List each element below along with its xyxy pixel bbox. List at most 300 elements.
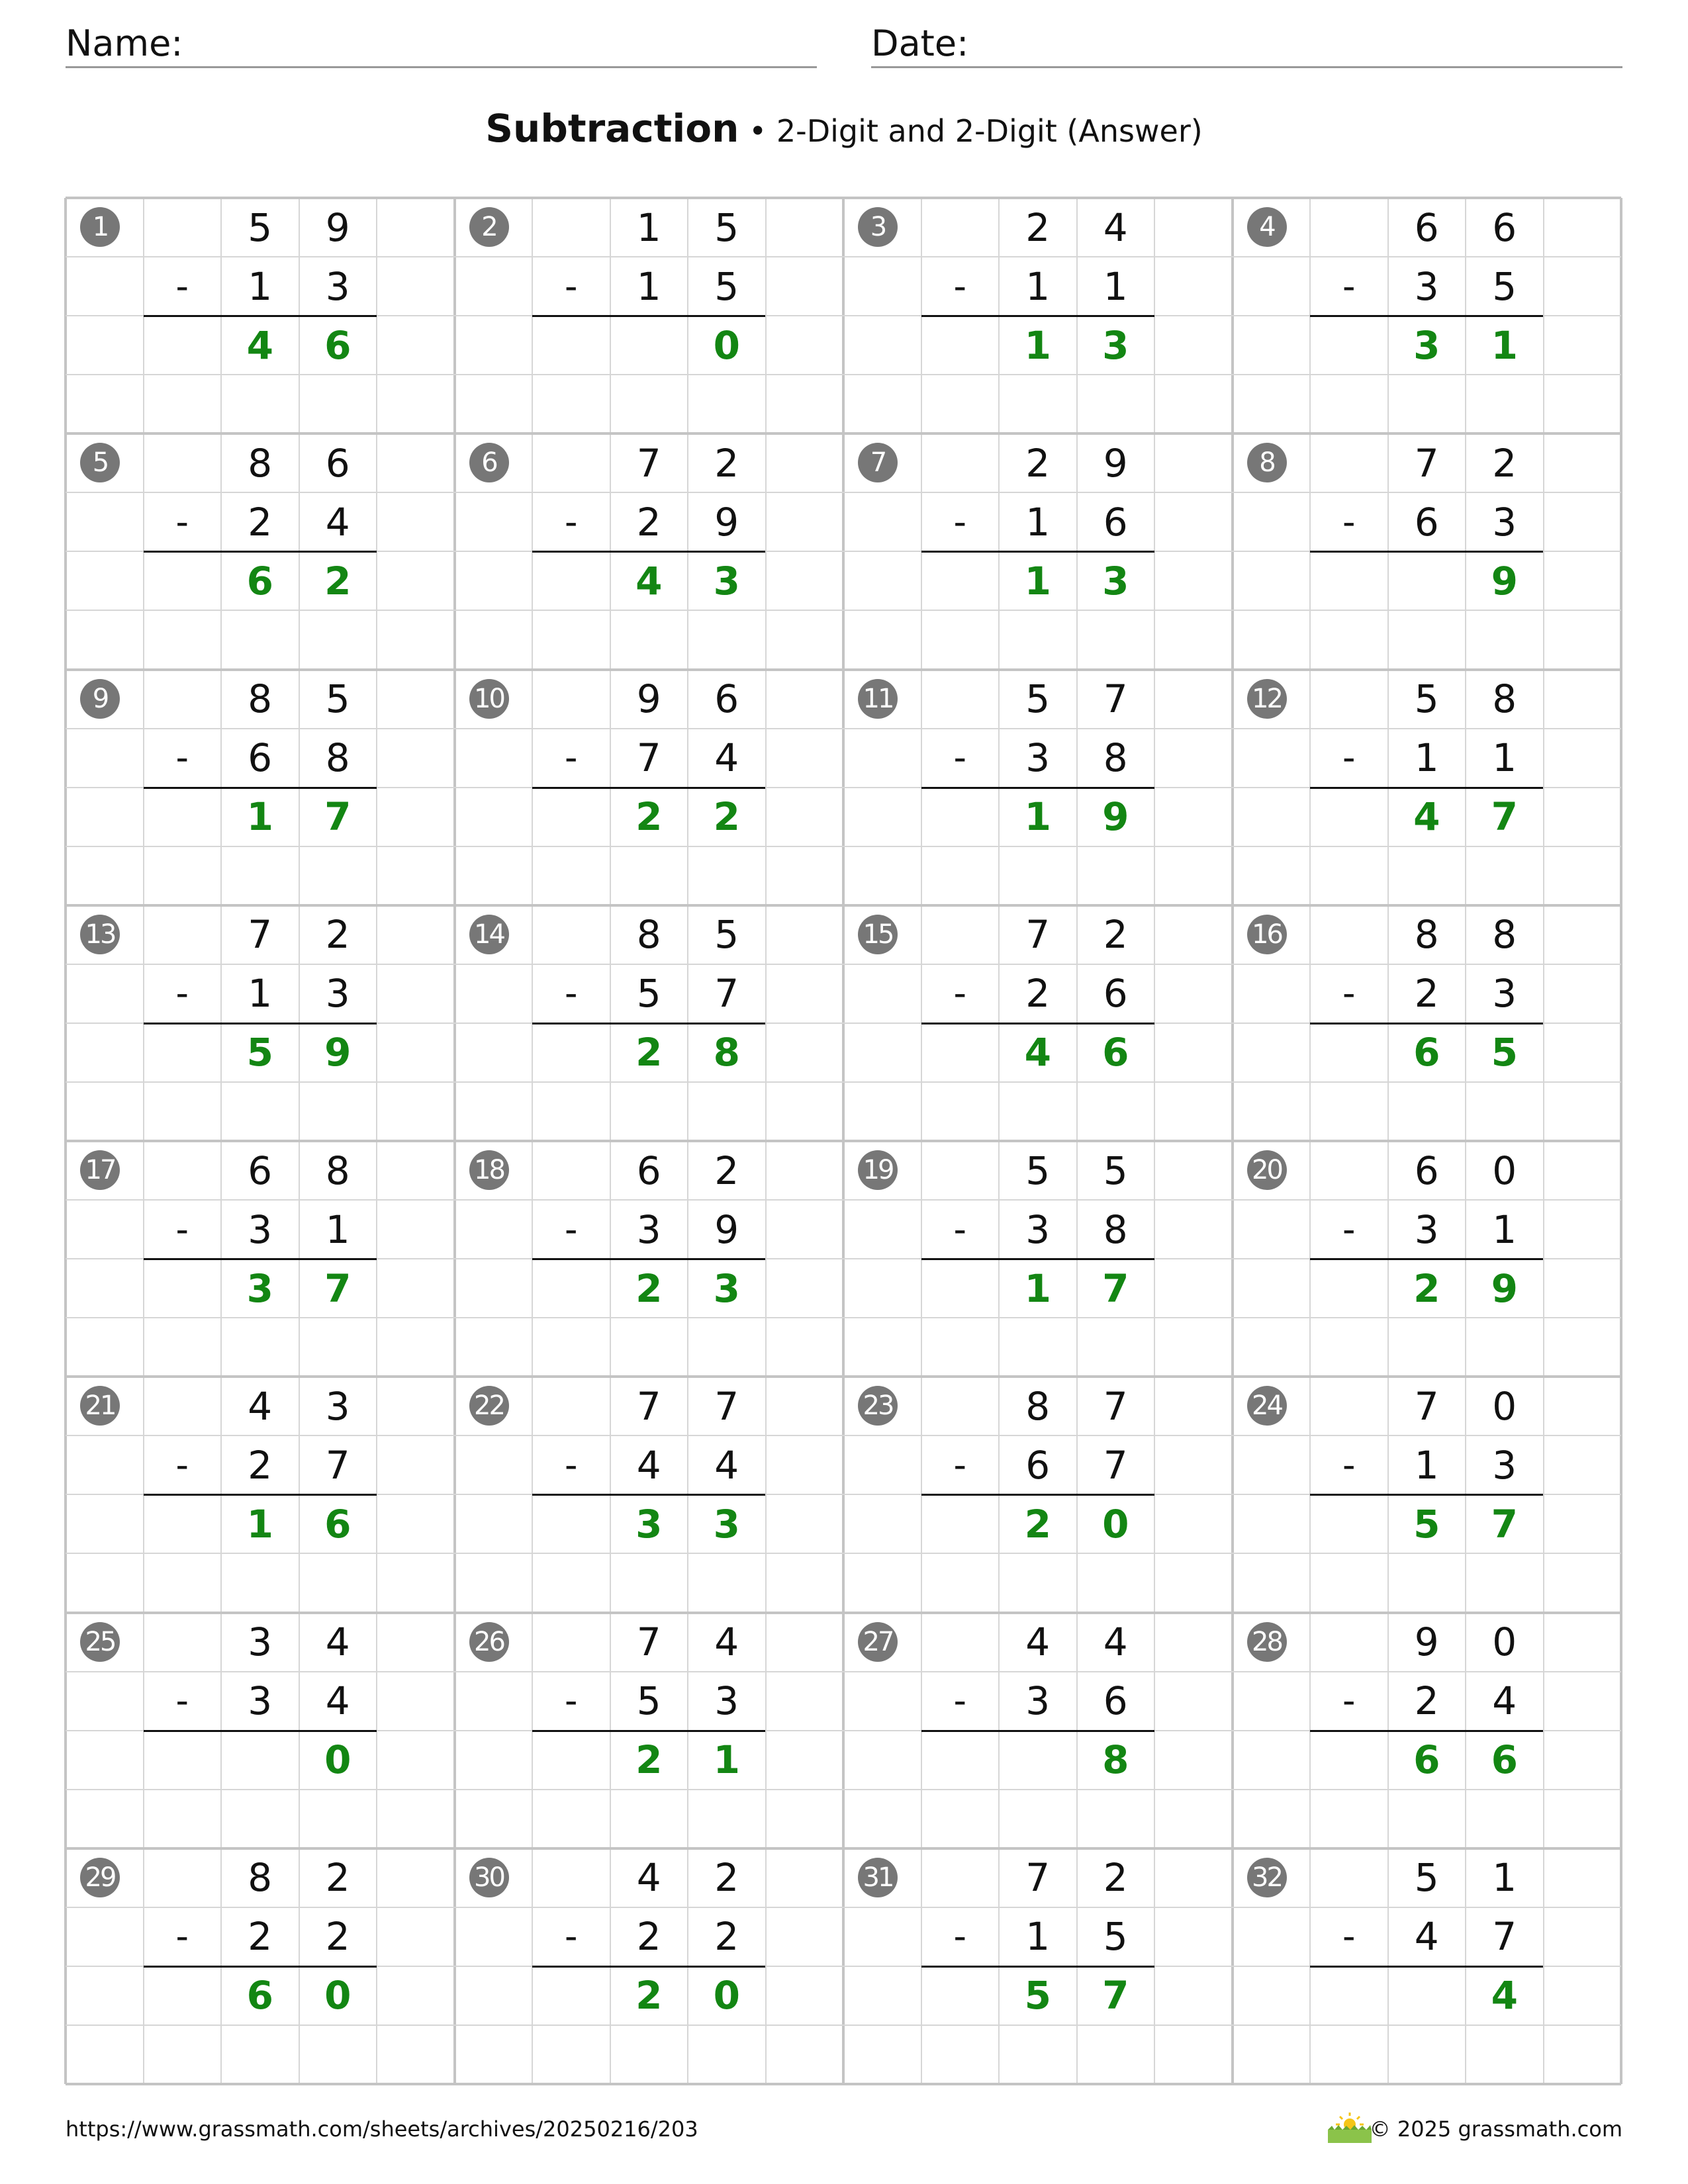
answer-digit — [221, 1731, 299, 1790]
answer-digit: 4 — [635, 558, 663, 604]
subtrahend-digit: 5 — [714, 263, 739, 309]
answer-rule-line — [532, 1966, 765, 1968]
minuend-digit: 1 — [1492, 1855, 1517, 1901]
footer-url: https://www.grassmath.com/sheets/archives/20250216/203 — [66, 2116, 698, 2142]
answer-digit: 4 — [1413, 794, 1440, 840]
subtrahend-digit: 3 — [636, 1206, 661, 1252]
problem-number-badge: 12 — [1247, 679, 1287, 719]
problem-number-badge: 19 — [858, 1150, 898, 1190]
answer-rule-line — [921, 1023, 1154, 1024]
answer-rule-line — [532, 1023, 765, 1024]
answer-digit: 3 — [1102, 322, 1129, 368]
subtrahend-digit: 4 — [636, 1442, 661, 1488]
answer-digit: 3 — [713, 558, 740, 604]
minus-sign: - — [565, 972, 578, 1015]
minuend-digit: 9 — [1414, 1619, 1439, 1664]
minuend-digit: 9 — [636, 676, 661, 721]
minus-sign: - — [175, 1208, 189, 1250]
minus-sign: - — [565, 1443, 578, 1486]
answer-digit: 9 — [1491, 558, 1518, 604]
answer-rule-line — [144, 1730, 377, 1732]
answer-digit: 2 — [635, 1737, 663, 1783]
subtrahend-digit: 6 — [1414, 499, 1439, 545]
minuend-digit: 7 — [1103, 676, 1128, 721]
subtrahend-digit: 3 — [1414, 263, 1439, 309]
answer-digit: 9 — [1491, 1265, 1518, 1311]
subtrahend-digit: 1 — [1492, 735, 1517, 781]
subtrahend-digit: 3 — [1025, 1678, 1051, 1724]
problem-number-badge: 10 — [469, 679, 509, 719]
minuend-digit: 5 — [248, 205, 273, 250]
minus-sign: - — [953, 1443, 966, 1486]
answer-digit: 3 — [713, 1501, 740, 1547]
problem-number-badge: 3 — [858, 207, 898, 247]
minus-sign: - — [1342, 1208, 1356, 1250]
answer-rule-line — [1310, 315, 1543, 317]
problem-number-badge: 31 — [858, 1858, 898, 1897]
problem-number-badge: 27 — [858, 1622, 898, 1662]
subtrahend-digit: 2 — [636, 1914, 661, 1960]
answer-digit — [1388, 551, 1466, 610]
answer-digit: 0 — [324, 1973, 352, 2019]
minuend-digit: 7 — [1025, 1855, 1051, 1901]
answer-rule-line — [1310, 1258, 1543, 1260]
answer-rule-line — [1310, 1730, 1543, 1732]
subtrahend-digit: 3 — [1492, 499, 1517, 545]
minus-sign: - — [953, 500, 966, 543]
minuend-digit: 2 — [325, 1855, 350, 1901]
minuend-digit: 2 — [1103, 912, 1128, 958]
subtrahend-digit: 2 — [1414, 971, 1439, 1017]
subtrahend-digit: 5 — [636, 1678, 661, 1724]
date-label: Date: — [871, 23, 969, 64]
answer-digit: 6 — [1102, 1030, 1129, 1075]
subtrahend-digit: 3 — [1025, 1206, 1051, 1252]
minuend-digit: 7 — [1414, 1383, 1439, 1429]
minuend-digit: 4 — [325, 1619, 350, 1664]
answer-rule-line — [1310, 1494, 1543, 1496]
answer-rule-line — [921, 1730, 1154, 1732]
answer-digit: 3 — [1102, 558, 1129, 604]
minuend-digit: 9 — [325, 205, 350, 250]
problem-number-badge: 21 — [80, 1386, 120, 1426]
subtrahend-digit: 1 — [1492, 1206, 1517, 1252]
subtrahend-digit: 2 — [248, 1442, 273, 1488]
minuend-digit: 4 — [714, 1619, 739, 1664]
minuend-digit: 0 — [1492, 1148, 1517, 1193]
subtrahend-digit: 7 — [1492, 1914, 1517, 1960]
minuend-digit: 2 — [1103, 1855, 1128, 1901]
answer-rule-line — [1310, 551, 1543, 553]
subtrahend-digit: 1 — [1414, 1442, 1439, 1488]
minuend-digit: 9 — [1103, 440, 1128, 486]
subtrahend-digit: 6 — [1025, 1442, 1051, 1488]
answer-rule-line — [532, 1730, 765, 1732]
subtrahend-digit: 1 — [636, 263, 661, 309]
minuend-digit: 5 — [1025, 1148, 1051, 1193]
answer-rule-line — [144, 315, 377, 317]
subtrahend-digit: 8 — [325, 735, 350, 781]
answer-digit: 6 — [324, 322, 352, 368]
subtrahend-digit: 7 — [1103, 1442, 1128, 1488]
subtrahend-digit: 6 — [1103, 499, 1128, 545]
subtrahend-digit: 2 — [1025, 971, 1051, 1017]
subtrahend-digit: 3 — [248, 1206, 273, 1252]
subtrahend-digit: 2 — [1414, 1678, 1439, 1724]
minuend-digit: 7 — [1025, 912, 1051, 958]
minus-sign: - — [175, 500, 189, 543]
answer-digit: 2 — [1024, 1501, 1051, 1547]
subtrahend-digit: 3 — [1492, 1442, 1517, 1488]
minuend-digit: 6 — [1414, 1148, 1439, 1193]
subtrahend-digit: 9 — [714, 499, 739, 545]
minuend-digit: 5 — [1414, 676, 1439, 721]
subtrahend-digit: 1 — [248, 263, 273, 309]
answer-rule-line — [1310, 787, 1543, 789]
answer-rule-line — [144, 551, 377, 553]
minuend-digit: 5 — [714, 912, 739, 958]
answer-digit — [999, 1731, 1077, 1790]
minus-sign: - — [953, 1915, 966, 1958]
problem-number-badge: 13 — [80, 915, 120, 954]
problem-number-badge: 20 — [1247, 1150, 1287, 1190]
problem-number-badge: 6 — [469, 443, 509, 482]
answer-digit: 1 — [246, 794, 273, 840]
minus-sign: - — [953, 265, 966, 307]
date-line[interactable] — [871, 66, 1622, 68]
minuend-digit: 8 — [636, 912, 661, 958]
minus-sign: - — [175, 265, 189, 307]
title-subtitle: • 2-Digit and 2-Digit (Answer) — [739, 113, 1203, 149]
problem-number-badge: 22 — [469, 1386, 509, 1426]
answer-digit: 2 — [324, 558, 352, 604]
minuend-digit: 2 — [714, 440, 739, 486]
answer-digit: 7 — [1102, 1973, 1129, 2019]
answer-digit: 3 — [635, 1501, 663, 1547]
minuend-digit: 7 — [1103, 1383, 1128, 1429]
problem-number-badge: 30 — [469, 1858, 509, 1897]
answer-rule-line — [532, 1494, 765, 1496]
answer-digit: 6 — [1491, 1737, 1518, 1783]
answer-digit — [1388, 1966, 1466, 2025]
problem-number-badge: 4 — [1247, 207, 1287, 247]
minuend-digit: 4 — [636, 1855, 661, 1901]
problem-number-badge: 2 — [469, 207, 509, 247]
answer-digit: 5 — [246, 1030, 273, 1075]
minuend-digit: 2 — [714, 1855, 739, 1901]
subtrahend-digit: 2 — [248, 1914, 273, 1960]
answer-digit: 7 — [324, 794, 352, 840]
answer-digit: 6 — [1413, 1737, 1440, 1783]
answer-digit: 0 — [713, 1973, 740, 2019]
minuend-digit: 5 — [1103, 1148, 1128, 1193]
grid-line-horizontal — [66, 2083, 1621, 2085]
answer-digit: 8 — [1102, 1737, 1129, 1783]
problem-number-badge: 11 — [858, 679, 898, 719]
minuend-digit: 6 — [1414, 205, 1439, 250]
problem-grid — [66, 198, 1621, 2084]
minus-sign: - — [1342, 737, 1356, 779]
minuend-digit: 2 — [1025, 440, 1051, 486]
answer-rule-line — [144, 1258, 377, 1260]
answer-digit: 0 — [1102, 1501, 1129, 1547]
answer-digit: 2 — [635, 1030, 663, 1075]
subtrahend-digit: 3 — [1492, 971, 1517, 1017]
minus-sign: - — [1342, 1915, 1356, 1958]
minuend-digit: 5 — [325, 676, 350, 721]
answer-rule-line — [921, 551, 1154, 553]
minus-sign: - — [1342, 1680, 1356, 1722]
answer-rule-line — [1310, 1023, 1543, 1024]
subtrahend-digit: 4 — [1492, 1678, 1517, 1724]
minuend-digit: 8 — [325, 1148, 350, 1193]
subtrahend-digit: 6 — [248, 735, 273, 781]
minuend-digit: 5 — [1025, 676, 1051, 721]
problem-number-badge: 1 — [80, 207, 120, 247]
minuend-digit: 7 — [248, 912, 273, 958]
problem-number-badge: 7 — [858, 443, 898, 482]
minuend-digit: 0 — [1492, 1383, 1517, 1429]
answer-digit: 2 — [635, 1265, 663, 1311]
answer-digit: 2 — [635, 794, 663, 840]
minuend-digit: 8 — [1492, 676, 1517, 721]
subtrahend-digit: 2 — [325, 1914, 350, 1960]
subtrahend-digit: 7 — [714, 971, 739, 1017]
answer-rule-line — [144, 1023, 377, 1024]
subtrahend-digit: 3 — [714, 1678, 739, 1724]
minuend-digit: 6 — [636, 1148, 661, 1193]
answer-rule-line — [532, 787, 765, 789]
answer-digit: 3 — [246, 1265, 273, 1311]
minuend-digit: 5 — [1414, 1855, 1439, 1901]
subtrahend-digit: 4 — [1414, 1914, 1439, 1960]
minuend-digit: 2 — [714, 1148, 739, 1193]
answer-digit: 9 — [1102, 794, 1129, 840]
answer-rule-line — [532, 315, 765, 317]
problem-number-badge: 9 — [80, 679, 120, 719]
subtrahend-digit: 1 — [1103, 263, 1128, 309]
minus-sign: - — [565, 737, 578, 779]
subtrahend-digit: 3 — [248, 1678, 273, 1724]
answer-digit: 6 — [1413, 1030, 1440, 1075]
answer-digit: 6 — [246, 558, 273, 604]
subtrahend-digit: 5 — [1492, 263, 1517, 309]
minus-sign: - — [1342, 500, 1356, 543]
minuend-digit: 8 — [1492, 912, 1517, 958]
subtrahend-digit: 1 — [1025, 1914, 1051, 1960]
minus-sign: - — [565, 1915, 578, 1958]
problem-number-badge: 15 — [858, 915, 898, 954]
subtrahend-digit: 4 — [325, 499, 350, 545]
answer-digit: 7 — [1102, 1265, 1129, 1311]
subtrahend-digit: 4 — [714, 1442, 739, 1488]
minuend-digit: 8 — [248, 1855, 273, 1901]
answer-digit: 4 — [246, 322, 273, 368]
minuend-digit: 3 — [248, 1619, 273, 1664]
minuend-digit: 6 — [248, 1148, 273, 1193]
subtrahend-digit: 8 — [1103, 735, 1128, 781]
answer-digit: 0 — [713, 322, 740, 368]
name-label: Name: — [66, 23, 183, 64]
minuend-digit: 6 — [1492, 205, 1517, 250]
minuend-digit: 7 — [636, 440, 661, 486]
subtrahend-digit: 6 — [1103, 1678, 1128, 1724]
subtrahend-digit: 1 — [325, 1206, 350, 1252]
minuend-digit: 2 — [1492, 440, 1517, 486]
answer-digit: 2 — [1413, 1265, 1440, 1311]
problem-number-badge: 25 — [80, 1622, 120, 1662]
answer-digit: 3 — [1413, 322, 1440, 368]
subtrahend-digit: 3 — [325, 263, 350, 309]
subtrahend-digit: 5 — [636, 971, 661, 1017]
answer-digit: 1 — [1024, 794, 1051, 840]
footer-copyright: © 2025 grassmath.com — [1369, 2116, 1622, 2142]
minus-sign: - — [565, 1208, 578, 1250]
subtrahend-digit: 1 — [1414, 735, 1439, 781]
answer-rule-line — [144, 1494, 377, 1496]
answer-digit: 1 — [1491, 322, 1518, 368]
subtrahend-digit: 4 — [325, 1678, 350, 1724]
minuend-digit: 5 — [714, 205, 739, 250]
minuend-digit: 4 — [248, 1383, 273, 1429]
subtrahend-digit: 3 — [1025, 735, 1051, 781]
title-main: Subtraction — [485, 106, 739, 151]
minuend-digit: 4 — [1103, 1619, 1128, 1664]
minus-sign: - — [1342, 265, 1356, 307]
answer-digit: 4 — [1491, 1973, 1518, 2019]
minus-sign: - — [953, 1680, 966, 1722]
minuend-digit: 0 — [1492, 1619, 1517, 1664]
answer-digit: 4 — [1024, 1030, 1051, 1075]
subtrahend-digit: 1 — [1025, 263, 1051, 309]
problem-number-badge: 14 — [469, 915, 509, 954]
problem-number-badge: 28 — [1247, 1622, 1287, 1662]
subtrahend-digit: 1 — [1025, 499, 1051, 545]
minus-sign: - — [953, 972, 966, 1015]
subtrahend-digit: 3 — [325, 971, 350, 1017]
minuend-digit: 8 — [1025, 1383, 1051, 1429]
subtrahend-digit: 2 — [714, 1914, 739, 1960]
minuend-digit: 8 — [248, 440, 273, 486]
answer-rule-line — [144, 787, 377, 789]
answer-rule-line — [1310, 1966, 1543, 1968]
answer-digit: 6 — [246, 1973, 273, 2019]
minuend-digit: 3 — [325, 1383, 350, 1429]
minuend-digit: 7 — [636, 1619, 661, 1664]
problem-number-badge: 8 — [1247, 443, 1287, 482]
answer-digit: 8 — [713, 1030, 740, 1075]
minus-sign: - — [175, 737, 189, 779]
answer-digit: 1 — [1024, 1265, 1051, 1311]
minus-sign: - — [175, 972, 189, 1015]
answer-rule-line — [144, 1966, 377, 1968]
answer-digit: 0 — [324, 1737, 352, 1783]
subtrahend-digit: 7 — [636, 735, 661, 781]
problem-number-badge: 18 — [469, 1150, 509, 1190]
subtrahend-digit: 7 — [325, 1442, 350, 1488]
answer-rule-line — [921, 1258, 1154, 1260]
subtrahend-digit: 1 — [248, 971, 273, 1017]
problem-number-badge: 17 — [80, 1150, 120, 1190]
problem-number-badge: 29 — [80, 1858, 120, 1897]
minus-sign: - — [1342, 1443, 1356, 1486]
problem-number-badge: 16 — [1247, 915, 1287, 954]
minus-sign: - — [1342, 972, 1356, 1015]
problem-number-badge: 24 — [1247, 1386, 1287, 1426]
minuend-digit: 7 — [714, 1383, 739, 1429]
subtrahend-digit: 4 — [714, 735, 739, 781]
answer-rule-line — [921, 787, 1154, 789]
minuend-digit: 4 — [1103, 205, 1128, 250]
minus-sign: - — [953, 737, 966, 779]
answer-digit: 5 — [1491, 1030, 1518, 1075]
answer-digit: 5 — [1413, 1501, 1440, 1547]
minuend-digit: 4 — [1025, 1619, 1051, 1664]
minuend-digit: 2 — [325, 912, 350, 958]
answer-digit: 7 — [1491, 1501, 1518, 1547]
problem-number-badge: 32 — [1247, 1858, 1287, 1897]
answer-digit: 1 — [713, 1737, 740, 1783]
answer-digit: 2 — [635, 1973, 663, 2019]
minuend-digit: 8 — [248, 676, 273, 721]
minus-sign: - — [175, 1915, 189, 1958]
answer-digit — [610, 316, 688, 375]
answer-digit: 5 — [1024, 1973, 1051, 2019]
answer-digit: 9 — [324, 1030, 352, 1075]
answer-digit: 6 — [324, 1501, 352, 1547]
problem-number-badge: 23 — [858, 1386, 898, 1426]
subtrahend-digit: 2 — [248, 499, 273, 545]
minuend-digit: 6 — [714, 676, 739, 721]
answer-digit: 1 — [1024, 322, 1051, 368]
answer-rule-line — [921, 315, 1154, 317]
subtrahend-digit: 2 — [636, 499, 661, 545]
minus-sign: - — [565, 265, 578, 307]
minuend-digit: 7 — [636, 1383, 661, 1429]
answer-rule-line — [921, 1494, 1154, 1496]
subtrahend-digit: 8 — [1103, 1206, 1128, 1252]
subtrahend-digit: 3 — [1414, 1206, 1439, 1252]
minus-sign: - — [953, 1208, 966, 1250]
answer-digit: 2 — [713, 794, 740, 840]
subtrahend-digit: 5 — [1103, 1914, 1128, 1960]
worksheet-title — [0, 106, 1688, 151]
subtrahend-digit: 6 — [1103, 971, 1128, 1017]
answer-digit: 1 — [1024, 558, 1051, 604]
answer-digit: 7 — [324, 1265, 352, 1311]
minus-sign: - — [175, 1680, 189, 1722]
minuend-digit: 8 — [1414, 912, 1439, 958]
answer-digit: 7 — [1491, 794, 1518, 840]
sun-over-grass-icon — [1327, 2110, 1373, 2144]
answer-rule-line — [532, 1258, 765, 1260]
name-line[interactable] — [66, 66, 817, 68]
problem-number-badge: 5 — [80, 443, 120, 482]
subtrahend-digit: 9 — [714, 1206, 739, 1252]
minuend-digit: 6 — [325, 440, 350, 486]
minuend-digit: 1 — [636, 205, 661, 250]
minus-sign: - — [565, 500, 578, 543]
minuend-digit: 7 — [1414, 440, 1439, 486]
problem-number-badge: 26 — [469, 1622, 509, 1662]
answer-digit: 3 — [713, 1265, 740, 1311]
minuend-digit: 2 — [1025, 205, 1051, 250]
answer-digit: 1 — [246, 1501, 273, 1547]
minus-sign: - — [565, 1680, 578, 1722]
minus-sign: - — [175, 1443, 189, 1486]
answer-rule-line — [921, 1966, 1154, 1968]
answer-rule-line — [532, 551, 765, 553]
